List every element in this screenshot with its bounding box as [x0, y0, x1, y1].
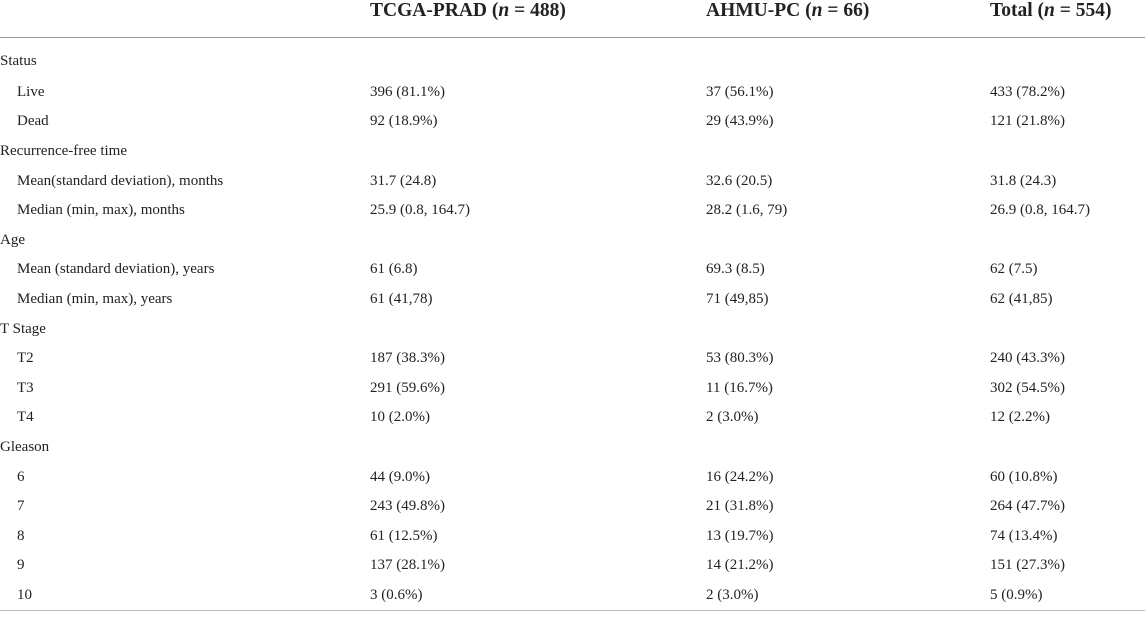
- header-ahmu-pc: AHMU-PC (n = 66): [706, 0, 990, 38]
- row-label: 6: [17, 468, 25, 485]
- cell-ahmu-pc: 71 (49,85): [706, 290, 769, 307]
- table-body: [0, 38, 1145, 611]
- section-row: [0, 38, 1145, 78]
- table-row: [0, 196, 1145, 226]
- cell-ahmu-pc: [706, 137, 990, 167]
- cell-tcga-prad: 243 (49.8%): [370, 498, 445, 515]
- cell-ahmu-pc: 69.3 (8.5): [706, 261, 765, 278]
- cell-tcga-prad: [370, 225, 706, 255]
- cell-total: [990, 38, 1145, 78]
- cell-total: 60 (10.8%): [990, 468, 1058, 485]
- row-label: T3: [17, 379, 34, 396]
- cell-ahmu-pc: 2 (3.0%): [706, 581, 990, 611]
- cell-tcga-prad: 92 (18.9%): [370, 113, 438, 130]
- header-tcga-prad: TCGA-PRAD (n = 488): [370, 0, 706, 38]
- cell-total: 302 (54.5%): [990, 379, 1065, 396]
- cell-total: [990, 137, 1145, 167]
- row-label: Recurrence-free time: [0, 142, 127, 159]
- section-row: [0, 314, 1145, 344]
- table-header: [0, 0, 1145, 38]
- cell-tcga-prad: 396 (81.1%): [370, 83, 445, 100]
- row-label: 9: [17, 557, 25, 574]
- cell-ahmu-pc: [706, 314, 990, 344]
- cell-total: 12 (2.2%): [990, 409, 1050, 426]
- cell-total: 151 (27.3%): [990, 557, 1065, 574]
- table-row: [0, 78, 1145, 108]
- cell-total: 62 (41,85): [990, 290, 1053, 307]
- cell-total: 26.9 (0.8, 164.7): [990, 202, 1090, 219]
- row-label: Dead: [17, 113, 49, 130]
- table-row: [0, 521, 1145, 551]
- row-label: T4: [17, 409, 34, 426]
- cell-tcga-prad: 61 (12.5%): [370, 527, 438, 544]
- row-label: T Stage: [0, 320, 46, 337]
- cell-ahmu-pc: 16 (24.2%): [706, 468, 774, 485]
- cell-total: 240 (43.3%): [990, 350, 1065, 367]
- cell-ahmu-pc: 32.6 (20.5): [706, 172, 773, 189]
- cell-tcga-prad: 25.9 (0.8, 164.7): [370, 202, 470, 219]
- row-label: Age: [0, 231, 25, 248]
- cell-tcga-prad: 61 (41,78): [370, 290, 433, 307]
- cell-total: 121 (21.8%): [990, 113, 1065, 130]
- cell-total: 433 (78.2%): [990, 83, 1065, 100]
- cell-tcga-prad: 187 (38.3%): [370, 350, 445, 367]
- table-row: [0, 255, 1145, 285]
- section-row: [0, 137, 1145, 167]
- cell-tcga-prad: 61 (6.8): [370, 261, 418, 278]
- cell-total: 264 (47.7%): [990, 498, 1065, 515]
- section-row: [0, 433, 1145, 463]
- cell-total: [990, 433, 1145, 463]
- cell-ahmu-pc: 53 (80.3%): [706, 350, 774, 367]
- table-row: [0, 403, 1145, 433]
- table-row: [0, 107, 1145, 137]
- row-label: Status: [0, 53, 37, 70]
- cell-ahmu-pc: 28.2 (1.6, 79): [706, 202, 788, 219]
- table-row: [0, 373, 1145, 403]
- cell-total: 62 (7.5): [990, 261, 1038, 278]
- row-label: Gleason: [0, 438, 50, 455]
- header-variable-cell: [0, 0, 370, 38]
- table-row: [0, 492, 1145, 522]
- row-label: Median (min, max), years: [17, 290, 173, 307]
- cell-ahmu-pc: [706, 38, 990, 78]
- row-label: Mean (standard deviation), years: [17, 261, 215, 278]
- cell-tcga-prad: [370, 137, 706, 167]
- section-row: [0, 225, 1145, 255]
- cell-tcga-prad: 137 (28.1%): [370, 557, 445, 574]
- cell-total: 5 (0.9%): [990, 581, 1145, 611]
- header-total: Total (n = 554): [990, 0, 1145, 38]
- cell-ahmu-pc: 14 (21.2%): [706, 557, 774, 574]
- row-label: T2: [17, 350, 34, 367]
- row-label: 10: [0, 581, 370, 611]
- row-label: Mean(standard deviation), months: [17, 172, 224, 189]
- row-label: 8: [17, 527, 25, 544]
- cell-total: [990, 225, 1145, 255]
- cell-ahmu-pc: [706, 225, 990, 255]
- table-row: [0, 581, 1145, 611]
- cell-tcga-prad: 10 (2.0%): [370, 409, 430, 426]
- cell-tcga-prad: [370, 314, 706, 344]
- cell-ahmu-pc: 29 (43.9%): [706, 113, 774, 130]
- cell-tcga-prad: 291 (59.6%): [370, 379, 445, 396]
- cell-total: 74 (13.4%): [990, 527, 1058, 544]
- cell-tcga-prad: [370, 38, 706, 78]
- cell-tcga-prad: 3 (0.6%): [370, 581, 706, 611]
- cell-tcga-prad: 44 (9.0%): [370, 468, 430, 485]
- cell-ahmu-pc: 11 (16.7%): [706, 379, 773, 396]
- cell-ahmu-pc: [706, 433, 990, 463]
- row-label: Median (min, max), months: [17, 202, 185, 219]
- table-row: [0, 344, 1145, 374]
- table-row: [0, 166, 1145, 196]
- row-label: Live: [17, 83, 45, 100]
- table-row: [0, 462, 1145, 492]
- row-label: 7: [17, 498, 25, 515]
- header-row: [0, 0, 1145, 38]
- table-row: [0, 285, 1145, 315]
- cell-ahmu-pc: 13 (19.7%): [706, 527, 774, 544]
- cell-ahmu-pc: 2 (3.0%): [706, 409, 759, 426]
- cell-total: [990, 314, 1145, 344]
- cell-total: 31.8 (24.3): [990, 172, 1057, 189]
- cell-tcga-prad: [370, 433, 706, 463]
- table-row: [0, 551, 1145, 581]
- cell-tcga-prad: 31.7 (24.8): [370, 172, 437, 189]
- cell-ahmu-pc: 37 (56.1%): [706, 83, 774, 100]
- cell-ahmu-pc: 21 (31.8%): [706, 498, 774, 515]
